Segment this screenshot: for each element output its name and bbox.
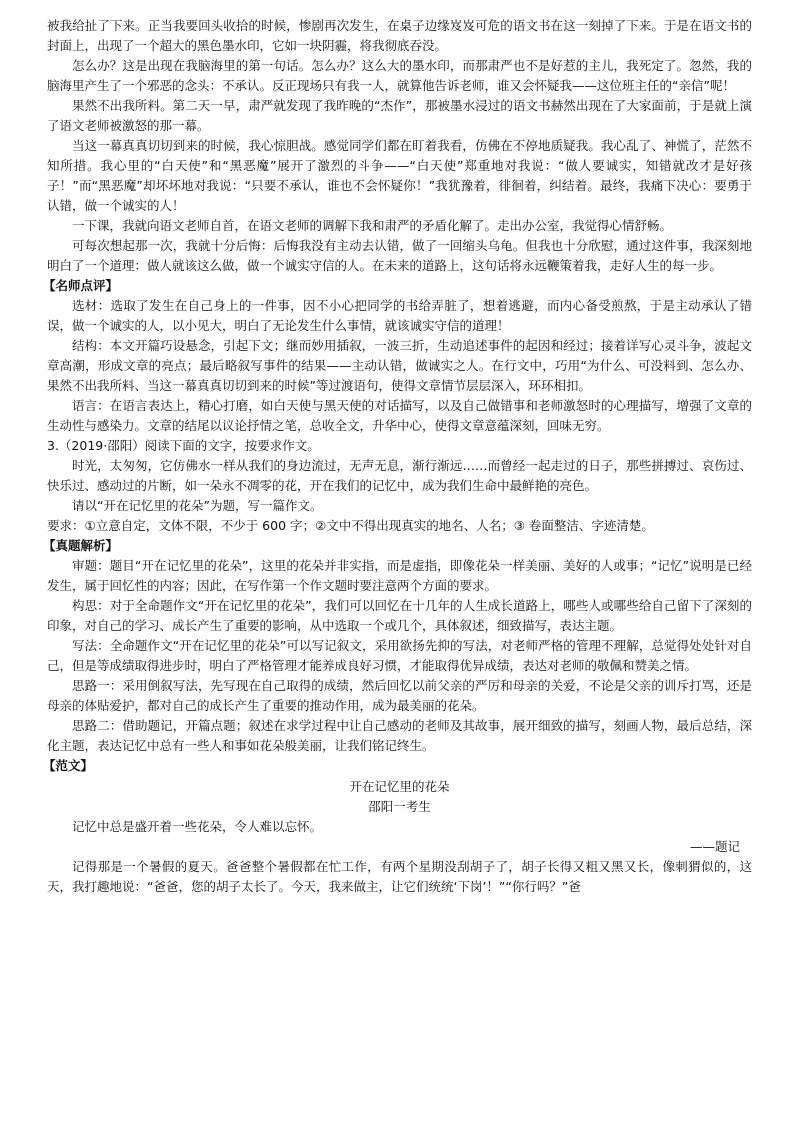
- document-body: [43, 16, 752, 897]
- essay-author: 邵阳一考生: [368, 799, 431, 814]
- paragraph: 时光，太匆匆，它仿佛水一样从我们的身边流过，无声无息，渐行渐远……而曾经一起走过的日子，那些拼搏过、哀伤过、快乐过、感动过的片断，如一朵永不凋零的花，开在我们的记忆中，成为我们生命中最鲜艳的亮色。: [47, 458, 752, 493]
- paragraph: 可每次想起那一次，我就十分后悔：后悔我没有主动去认错，做了一回缩头乌龟。但我也十分欣慰，通过这件事，我深刻地明白了一个道理：做人就该这么做，做一个诚实守信的人。在未来的道路上，这句话将永远鞭策着我，走好人生的每一步。: [47, 238, 752, 273]
- paragraph: 语言：在语言表达上，精心打磨，如白天使与黑天使的对话描写，以及自己做错事和老师激怒时的心理描写，增强了文章的生动性与感染力。文章的结尾以议论抒情之笔，总收全文，升华中心，使得文章意蕴深刻，回味无穷。: [47, 398, 752, 433]
- paragraph: 构思：对于全命题作文“开在记忆里的花朵”，我们可以回忆在十几年的人生成长道路上，哪些人或哪些给自己留下了深刻的印象，对自己的学习、成长产生了重要的影响，从中选取一个或几个，具体叙述，细致描写，表达主题。: [47, 598, 752, 633]
- section-heading-teacher-comment: 【名师点评】: [43, 278, 119, 293]
- epigraph: 记忆中总是盛开着一些花朵，令人难以忘怀。: [72, 819, 323, 834]
- requirements: 要求：①立意自定，文体不限，不少于 600 字；②文中不得出现真实的地名、人名；③ 卷面整洁、字迹清楚。: [47, 518, 654, 533]
- paragraph: 记得那是一个暑假的夏天。爸爸整个暑假都在忙工作，有两个星期没刮胡子了，胡子长得又粗又黑又长，像刺猬似的，这天，我打趣地说：“爸爸，您的胡子太长了。今天，我来做主，让它们统统‘下岗’！”“你行吗？”爸: [47, 859, 752, 894]
- essay-title: 开在记忆里的花朵: [349, 779, 450, 794]
- paragraph: 一下课，我就向语文老师自首，在语文老师的调解下我和肃严的矛盾化解了。走出办公室，我觉得心情舒畅。: [72, 218, 673, 233]
- section-heading-sample: 【范文】: [43, 758, 94, 773]
- paragraph: 怎么办？这是出现在我脑海里的第一句话。怎么办？这么大的墨水印，而那肃严也不是好惹的主儿，我死定了。忽然，我的脑海里产生了一个邪恶的念头：不承认。反正现场只有我一人，就算他告诉老师，谁又会怀疑我——这位班主任的“亲信”呢！: [47, 58, 752, 93]
- paragraph: 思路一：采用倒叙写法，先写现在自己取得的成绩，然后回忆以前父亲的严厉和母亲的关爱，不论是父亲的训斥打骂，还是母亲的体贴爱护，都对自己的成长产生了重要的推动作用，成为最美丽的花朵。: [47, 678, 752, 713]
- paragraph: 写法：全命题作文“开在记忆里的花朵”可以写记叙文，采用欲扬先抑的写法，对老师严格的管理不理解，总觉得处处针对自己，但是等成绩取得进步时，明白了严格管理才能养成良好习惯，才能取得优异成绩，表达对老师的敬佩和赞美之情。: [47, 638, 752, 673]
- paragraph: 当这一幕真真切切到来的时候，我心惊胆战。感觉同学们都在盯着我看，仿佛在不停地质疑我。我心乱了、神慌了，茫然不知所措。我心里的“白天使”和“黑恶魔”展开了激烈的斗争——“白天使”郑重地对我说：“做人要诚实，知错就改才是好孩子！”而“黑恶魔”却坏坏地对我说：“只要不承认，谁也不会怀疑你！”我犹豫着，徘徊着，纠结着。最终，我痛下决心：要勇于认错，做一个诚实的人！: [47, 138, 752, 213]
- paragraph: 审题：题目“开在记忆里的花朵”，这里的花朵并非实指，而是虚指，即像花朵一样美丽、美好的人或事；“记忆”说明是已经发生，属于回忆性的内容；因此，在写作第一个作文题时要注意两个方面的要求。: [47, 558, 752, 593]
- paragraph: 结构：本文开篇巧设悬念，引起下文；继而妙用插叙，一波三折，生动追述事件的起因和经过；接着详写心灵斗争，波起文章高潮，形成文章的亮点；最后略叙写事件的结果——主动认错，做诚实之人。在行文中，巧用“为什么、可没料到、怎么办、果然不出我所料、当这一幕真真切切到来的时候”等过渡语句，使得文章情节层层深入，环环相扣。: [47, 338, 752, 393]
- paragraph: 被我给扯了下来。正当我要回头收拾的时候，惨剧再次发生，在桌子边缘岌岌可危的语文书在这一刻掉了下来。于是在语文书的封面上，出现了一个超大的黑色墨水印，它如一块阴霾，将我彻底吞没。: [47, 18, 752, 53]
- paragraph: 请以“开在记忆里的花朵”为题，写一篇作文。: [72, 498, 323, 513]
- epigraph-label: ——题记: [689, 839, 740, 854]
- question-heading: 3.（2019·邵阳）阅读下面的文字，按要求作文。: [47, 438, 320, 453]
- paragraph: 选材：选取了发生在自己身上的一件事，因不小心把同学的书给弄脏了，想着逃避，而内心备受煎熬，于是主动承认了错误，做一个诚实的人，以小见大，明白了无论发生什么事情，就该诚实守信的道理！: [47, 298, 752, 333]
- section-heading-analysis: 【真题解析】: [43, 538, 119, 553]
- paragraph: 思路二：借助题记，开篇点题；叙述在求学过程中让自己感动的老师及其故事，展开细致的描写，刻画人物，最后总结，深化主题，表达记忆中总有一些人和事如花朵般美丽，让我们铭记终生。: [47, 718, 752, 753]
- paragraph: 果然不出我所料。第二天一早，肃严就发现了我昨晚的“杰作”，那被墨水浸过的语文书赫然出现在了大家面前，于是就上演了语文老师被激怒的那一幕。: [47, 98, 752, 133]
